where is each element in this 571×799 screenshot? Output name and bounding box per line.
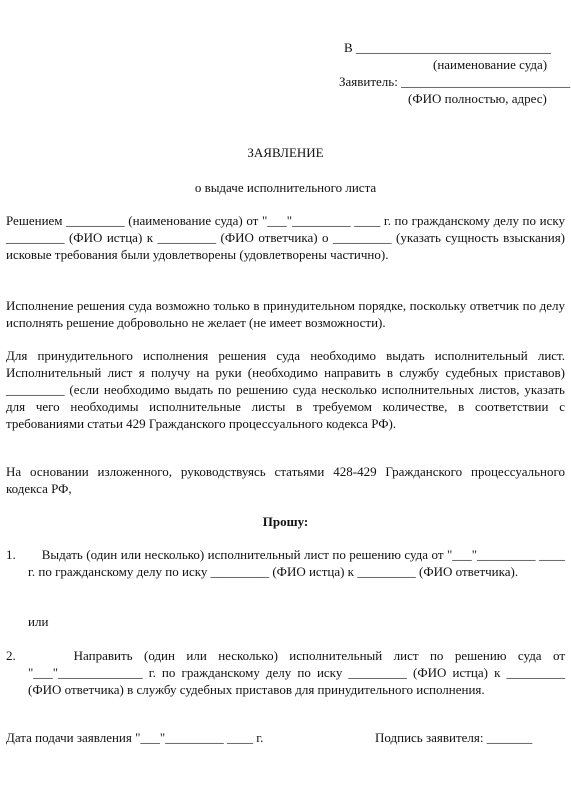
or-separator: или	[28, 614, 49, 629]
paragraph-court-decision: Решением _________ (наименование суда) от "___"_________ ____ г. по гражданскому делу по иску _________ (ФИО истца) к _________ (ФИО ответчика) о _________ (указать сущность взыскания) исковые требования были удовлетворены (удовлетворены частично).	[6, 213, 565, 262]
document-subtitle: о выдаче исполнительного листа	[194, 180, 377, 195]
list-item-number: 2.	[6, 648, 16, 663]
applicant-line: Заявитель: __________________________	[339, 74, 571, 89]
submission-date-line: Дата подачи заявления "___"_________ ____ г.	[6, 730, 264, 745]
request-heading: Прошу:	[262, 514, 309, 529]
list-item-number: 1.	[6, 547, 16, 562]
paragraph-legal-basis: На основании изложенного, руководствуясь статьями 428-429 Гражданского процессуального кодекса РФ,	[6, 464, 565, 496]
applicant-signature-line: Подпись заявителя: _______	[375, 730, 533, 745]
list-item-send-writ: Направить (один или несколько) исполнительный лист по решению суда от "___"_____________ г. по гражданскому делу по иску _________ (ФИО истца) к _________ (ФИО ответчика) в службу судебных приставов для принудительного исполнения.	[28, 648, 569, 697]
paragraph-enforcement: Исполнение решения суда возможно только в принудительном порядке, поскольку ответчик по делу исполнять решение добровольно не желает (не имеет возможности).	[6, 298, 565, 330]
document-title: ЗАЯВЛЕНИЕ	[247, 145, 324, 160]
applicant-caption: (ФИО полностью, адрес)	[408, 91, 547, 106]
court-name-caption: (наименование суда)	[433, 57, 548, 72]
court-address-line: В ______________________________	[344, 40, 551, 55]
list-item-issue-writ: Выдать (один или несколько) исполнительный лист по решению суда от "___"_________ ____ г. по гражданскому делу по иску _________ (ФИО истца) к _________ (ФИО ответчика).	[28, 547, 569, 579]
paragraph-writ-need: Для принудительного исполнения решения суда необходимо выдать исполнительный лист. Исполнительный лист я получу на руки (необходимо направить в службу судебных приставов) _________ (если необходимо выдать по решению суда несколько исполнительных листов, указать для чего необходимы исполнительные листы в требуемом количестве, в соответствии с требованиями статьи 429 Гражданского процессуального кодекса РФ).	[6, 348, 565, 431]
